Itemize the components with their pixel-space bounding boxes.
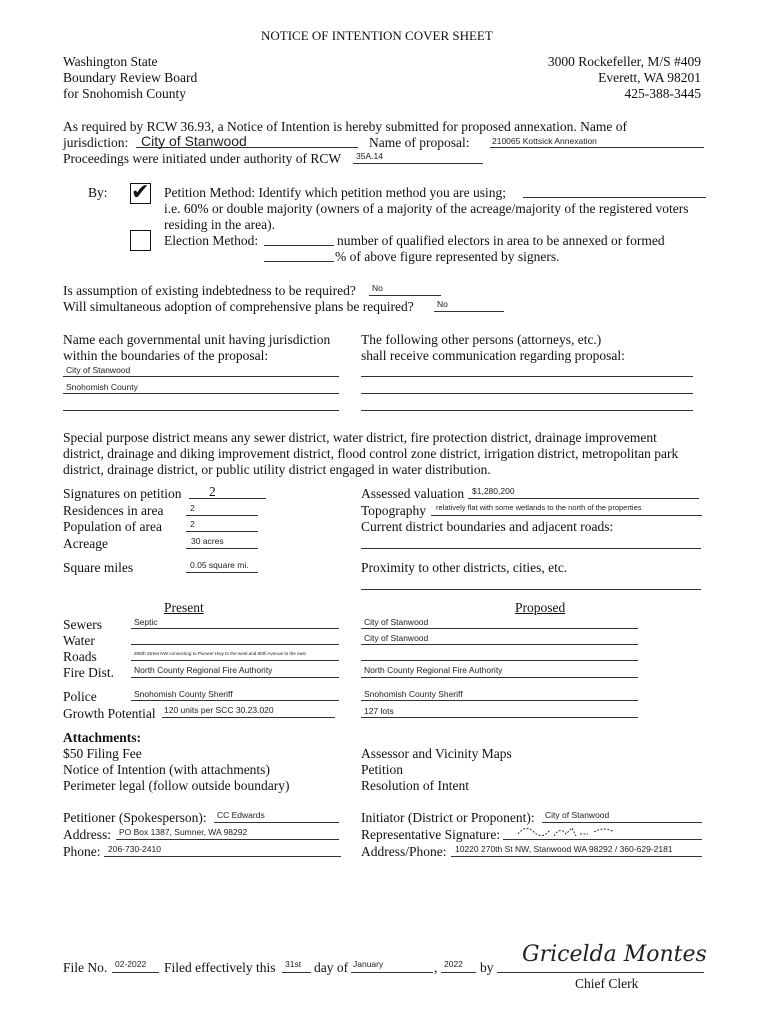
police-proposed-field[interactable]: Snohomish County Sheriff [364,689,463,699]
attachment-item: $50 Filing Fee [63,746,142,761]
board-name-line3: for Snohomish County [63,86,187,101]
growth-proposed-line [361,717,638,718]
growth-present-field[interactable]: 120 units per SCC 30.23.020 [164,705,274,715]
election-method-checkbox[interactable] [130,230,151,251]
comma: , [434,960,438,975]
by-label: By: [88,185,108,200]
petitioner-label: Petitioner (Spokesperson): [63,810,207,825]
water-proposed-field[interactable]: City of Stanwood [364,633,429,643]
rcw-line [353,163,483,164]
board-address-line2: Everett, WA 98201 [598,70,701,85]
signatures-label: Signatures on petition [63,486,182,501]
units-heading1: Name each governmental unit having jurisdiction [63,332,331,347]
persons-heading1: The following other persons (attorneys, etc.) [361,332,602,347]
boundaries-line [361,548,701,549]
month-field[interactable]: January [353,959,384,969]
petitioner-field[interactable]: CC Edwards [217,810,265,820]
address-phone-line [451,856,702,857]
petitioner-phone-label: Phone: [63,844,101,859]
plans-line [434,311,504,312]
assessed-label: Assessed valuation [361,486,465,501]
sewers-present-line [131,628,339,629]
residences-label: Residences in area [63,503,164,518]
proximity-line [361,589,701,590]
person-line [361,376,693,377]
acreage-label: Acreage [63,536,108,551]
initiator-label: Initiator (District or Proponent): [361,810,535,825]
clerk-signature: Gricelda Montes [522,942,707,967]
intro-text: As required by RCW 36.93, a Notice of Intention is hereby submitted for proposed annexation. Name of [63,119,627,134]
police-label: Police [63,689,97,704]
signatures-field[interactable]: 2 [209,484,216,499]
square-miles-line [186,572,258,573]
jurisdiction-field[interactable]: City of Stanwood [141,133,247,149]
acreage-line [186,548,258,549]
special-district-text3: district, drainage district, or public utility district engaged in water distribution. [63,462,491,477]
population-line [186,531,258,532]
debt-line [369,295,441,296]
residences-line [186,515,258,516]
clerk-title: Chief Clerk [575,976,639,991]
water-proposed-line [361,644,638,645]
unit-field-2[interactable]: Snohomish County [66,382,138,392]
address-phone-label: Address/Phone: [361,844,447,859]
rcw-field[interactable]: 35A.14 [356,151,383,161]
unit-line [63,393,339,394]
petitioner-phone-line [104,856,341,857]
board-name-line2: Boundary Review Board [63,70,198,85]
topography-line [431,515,702,516]
day-of-label: day of [314,960,349,975]
petitioner-line [214,822,339,823]
attachment-item: Resolution of Intent [361,778,469,793]
fire-present-field[interactable]: North County Regional Fire Authority [134,665,273,675]
election-method-text-b: number of qualified electors in area to be annexed or formed [337,233,665,248]
sewers-present-field[interactable]: Septic [134,617,158,627]
by-clerk-label: by [480,960,494,975]
electors-count-line [264,245,334,246]
file-no-line [112,972,159,973]
persons-heading2: shall receive communication regarding proposal: [361,348,625,363]
present-heading: Present [164,600,204,615]
sewers-proposed-field[interactable]: City of Stanwood [364,617,429,627]
growth-label: Growth Potential [63,706,156,721]
board-address-line1: 3000 Rockefeller, M/S #409 [547,54,701,69]
jurisdiction-label: jurisdiction: [63,135,129,150]
petitioner-phone-field[interactable]: 206-730-2410 [108,844,161,854]
square-miles-label: Square miles [63,560,134,575]
roads-label: Roads [63,649,97,664]
fire-proposed-field[interactable]: North County Regional Fire Authority [364,665,503,675]
attachments-heading: Attachments: [63,730,141,745]
growth-present-line [162,717,335,718]
square-miles-field[interactable]: 0.05 square mi. [190,560,249,570]
rep-signature-label: Representative Signature: [361,827,501,842]
election-method-text: Election Method: [164,233,259,248]
fire-proposed-line [361,677,638,678]
check-icon: ✔ [131,180,150,205]
filed-label: Filed effectively this [164,960,276,975]
petition-method-desc1: i.e. 60% or double majority (owners of a majority of the acreage/majority of the registered voters [164,201,689,216]
person-line [361,393,693,394]
boundaries-label: Current district boundaries and adjacent roads: [361,519,614,534]
petitioner-address-line [116,839,339,840]
file-no-label: File No. [63,960,108,975]
attachment-item: Perimeter legal (follow outside boundary) [63,778,290,793]
population-field[interactable]: 2 [190,519,195,529]
petition-method-line [523,197,706,198]
topography-field[interactable]: relatively flat with some wetlands to the north of the properties [436,503,642,512]
page-title: NOTICE OF INTENTION COVER SHEET [261,28,493,43]
rep-signature-scribble [514,822,624,846]
fire-label: Fire Dist. [63,665,115,680]
unit-line [63,376,339,377]
police-present-line [131,700,339,701]
board-name-line1: Washington State [63,54,158,69]
growth-proposed-field[interactable]: 127 lots [364,706,394,716]
signatures-line [189,498,266,499]
plans-question: Will simultaneous adoption of comprehensive plans be required? [63,299,414,314]
initiator-field[interactable]: City of Stanwood [545,810,610,820]
month-line [351,972,433,973]
year-field[interactable]: 2022 [444,959,463,969]
proposal-line [490,147,704,148]
debt-answer[interactable]: No [372,283,383,293]
rcw-label: Proceedings were initiated under authority of RCW [63,151,342,166]
sewers-proposed-line [361,628,638,629]
attachment-item: Notice of Intention (with attachments) [63,762,270,777]
board-phone: 425-388-3445 [624,86,701,101]
topography-label: Topography [361,503,427,518]
day-line [282,972,311,973]
attachment-item: Assessor and Vicinity Maps [361,746,512,761]
day-field[interactable]: 31st [285,959,302,969]
roads-proposed-line [361,660,638,661]
address-phone-field[interactable]: 10220 270th St NW, Stanwood WA 98292 / 360-629-2181 [455,844,673,854]
special-district-text2: district, drainage and diking improvement district, flood control zone district, irrigation district, metropolitan park [63,446,679,461]
unit-field-1[interactable]: City of Stanwood [66,365,131,375]
sewers-label: Sewers [63,617,102,632]
unit-line [63,410,339,411]
assessed-field[interactable]: $1,280,200 [472,486,515,496]
fire-present-line [131,677,339,678]
percent-line [264,261,334,262]
year-line [441,972,476,973]
person-line [361,410,693,411]
election-method-text2: % of above figure represented by signers. [335,249,560,264]
proposal-label: Name of proposal: [369,135,470,150]
roads-present-line [131,660,339,661]
petition-method-text: Petition Method: Identify which petition method you are using; [164,185,506,200]
proposal-name-field[interactable]: 210065 Kottsick Annexation [492,136,597,146]
acreage-field[interactable]: 30 acres [191,536,224,546]
water-label: Water [63,633,95,648]
police-present-field[interactable]: Snohomish County Sheriff [134,689,233,699]
attachment-item: Petition [361,762,404,777]
debt-question: Is assumption of existing indebtedness to be required? [63,283,356,298]
plans-answer[interactable]: No [437,299,448,309]
police-proposed-line [361,700,638,701]
roads-present-field[interactable]: 286th Street NW connecting to Pioneer Hwy to the west and 80th Avenue to the east [134,651,306,656]
clerk-signature-line [497,972,704,973]
proximity-label: Proximity to other districts, cities, etc. [361,560,568,575]
water-present-line [131,644,339,645]
petition-method-desc2: residing in the area). [164,217,275,232]
residences-field[interactable]: 2 [190,503,195,513]
petitioner-address-label: Address: [63,827,111,842]
special-district-text1: Special purpose district means any sewer district, water district, fire protection district, drainage improvement [63,430,657,445]
population-label: Population of area [63,519,162,534]
file-no-field[interactable]: 02-2022 [115,959,147,969]
units-heading2: within the boundaries of the proposal: [63,348,269,363]
assessed-line [468,498,699,499]
petitioner-address-field[interactable]: PO Box 1387, Sumner, WA 98292 [119,827,248,837]
proposed-heading: Proposed [515,600,566,615]
